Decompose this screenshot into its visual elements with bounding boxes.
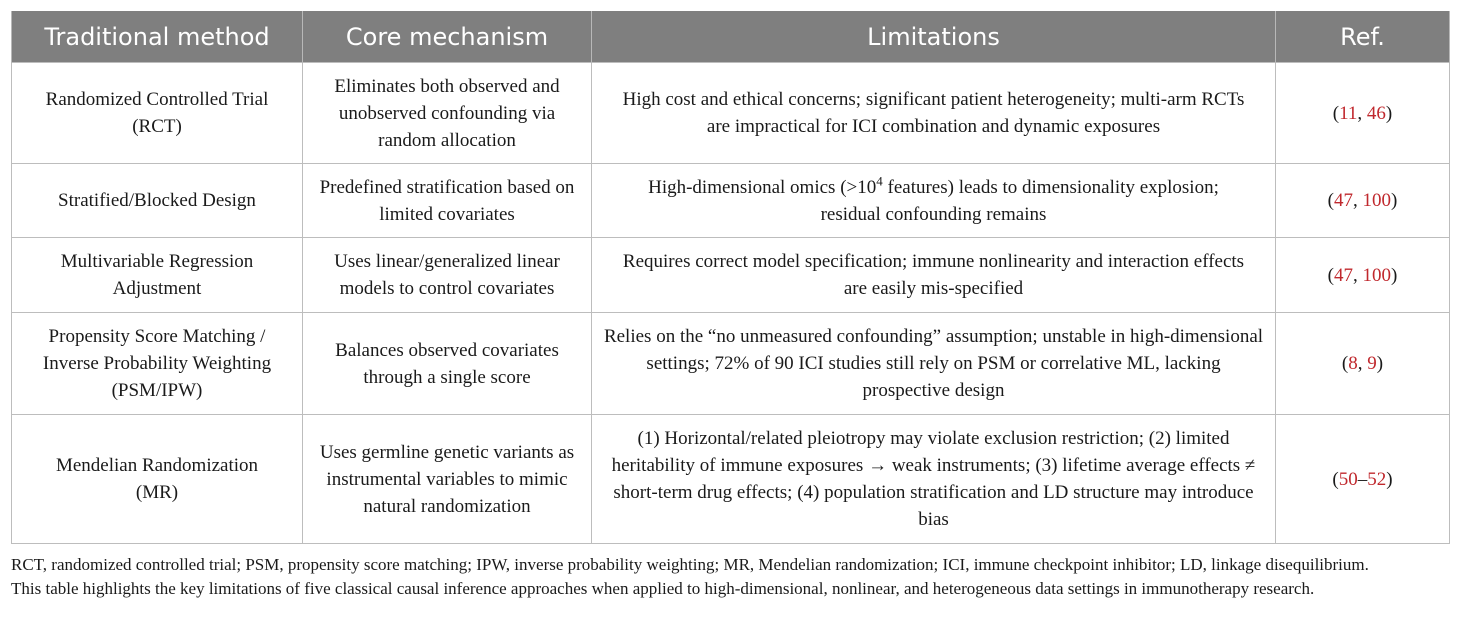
limitations-cell — [592, 415, 1276, 544]
footnote-abbreviations: RCT, randomized controlled trial; PSM, propensity score matching; IPW, inverse probability weighting; MR, Mendelian randomization; ICI, immune checkpoint inhibitor; LD, linkage disequilibrium. — [11, 555, 1369, 574]
ref-sep: – — [1357, 468, 1368, 490]
method-cell — [12, 415, 303, 544]
limitations-text: Relies on the “no unmeasured confounding” assumption; unstable in high-dimensional settings; 72% of 90 ICI studies still rely on PSM or correlative ML, lacking prospective design — [603, 326, 1264, 401]
ref-link[interactable]: 9 — [1367, 353, 1377, 374]
ref-sep: , — [1353, 190, 1363, 211]
ref-cell — [1276, 313, 1450, 415]
ref-cell — [1276, 164, 1450, 238]
ref-close: ) — [1386, 468, 1393, 490]
ref-open: ( — [1332, 468, 1339, 490]
table-container — [11, 11, 1449, 544]
ref-open: ( — [1341, 353, 1349, 374]
ref-link[interactable]: 11 — [1339, 102, 1358, 124]
mechanism-text: Predefined stratification based on limited covariates — [319, 176, 575, 225]
method-cell — [12, 164, 303, 238]
ref-open: ( — [1327, 264, 1334, 286]
mechanism-text: Uses linear/generalized linear models to control covariates — [334, 251, 560, 299]
ref-sep: , — [1353, 264, 1363, 286]
ref-open: ( — [1327, 190, 1334, 211]
mechanism-text: Eliminates both observed and unobserved confounding via random allocation — [334, 75, 560, 151]
ref-link[interactable]: 52 — [1367, 468, 1387, 490]
mechanism-text: Uses germline genetic variants as instrumental variables to mimic natural randomization — [319, 441, 575, 517]
method-text: Randomized Controlled Trial (RCT) — [45, 89, 269, 137]
limitations-text: Requires correct model specification; immune nonlinearity and interaction effects are easily mis-specified — [622, 251, 1245, 299]
ref-cell — [1276, 238, 1450, 313]
limitations-text-pre: High-dimensional omics (>10 — [648, 176, 877, 198]
mechanism-cell — [303, 313, 592, 415]
method-text: Mendelian Randomization (MR) — [55, 455, 259, 503]
limitations-text: (1) Horizontal/related pleiotropy may violate exclusion restriction; (2) limited heritability of immune exposures → weak instruments; (3) lifetime average effects ≠ short-term drug effects; (4) population stratification and LD structure may introduce bias — [611, 428, 1256, 530]
header-ref: Ref. — [1276, 11, 1450, 63]
method-cell — [12, 63, 303, 164]
method-cell — [12, 313, 303, 415]
mechanism-cell — [303, 63, 592, 164]
ref-link[interactable]: 46 — [1366, 102, 1386, 124]
method-text: Multivariable Regression Adjustment — [60, 251, 254, 299]
limitations-superscript: 4 — [876, 173, 883, 189]
method-text: Stratified/Blocked Design — [58, 190, 256, 211]
footnote-summary: This table highlights the key limitations of five classical causal inference approaches when applied to high-dimensional, nonlinear, and heterogeneous data settings in immunotherapy research. — [11, 579, 1315, 598]
method-cell — [12, 238, 303, 313]
header-limitations: Limitations — [592, 11, 1276, 63]
ref-link[interactable]: 47 — [1334, 264, 1353, 286]
ref-close: ) — [1391, 190, 1398, 211]
table-row — [12, 63, 1450, 164]
ref-cell — [1276, 63, 1450, 164]
ref-open: ( — [1332, 102, 1340, 124]
mechanism-cell — [303, 164, 592, 238]
table-row — [12, 415, 1450, 544]
limitations-cell — [592, 63, 1276, 164]
ref-link[interactable]: 100 — [1362, 190, 1391, 211]
header-method: Traditional method — [12, 11, 303, 63]
ref-link[interactable]: 47 — [1334, 190, 1353, 211]
ref-close: ) — [1385, 102, 1393, 124]
ref-link[interactable]: 50 — [1338, 468, 1358, 490]
method-text: Propensity Score Matching / Inverse Probability Weighting (PSM/IPW) — [42, 326, 272, 401]
table-row — [12, 164, 1450, 238]
table-row — [12, 313, 1450, 415]
mechanism-cell — [303, 238, 592, 313]
methods-table — [11, 11, 1450, 544]
limitations-cell — [592, 313, 1276, 415]
header-mechanism: Core mechanism — [303, 11, 592, 63]
ref-close: ) — [1376, 353, 1384, 374]
limitations-cell — [592, 164, 1276, 238]
ref-cell — [1276, 415, 1450, 544]
header-row — [12, 11, 1450, 63]
ref-close: ) — [1391, 264, 1398, 286]
mechanism-text: Balances observed covariates through a single score — [335, 339, 559, 388]
table-row — [12, 238, 1450, 313]
limitations-text-post: features) leads to dimensionality explosion; residual confounding remains — [820, 176, 1219, 225]
limitations-cell — [592, 238, 1276, 313]
ref-sep: , — [1357, 102, 1367, 124]
ref-sep: , — [1357, 353, 1368, 374]
mechanism-cell — [303, 415, 592, 544]
ref-link[interactable]: 100 — [1362, 264, 1391, 286]
table-footnotes — [11, 553, 1449, 601]
ref-link[interactable]: 8 — [1348, 353, 1358, 374]
limitations-text: High cost and ethical concerns; significant patient heterogeneity; multi-arm RCTs are impractical for ICI combination and dynamic exposures — [622, 89, 1245, 137]
